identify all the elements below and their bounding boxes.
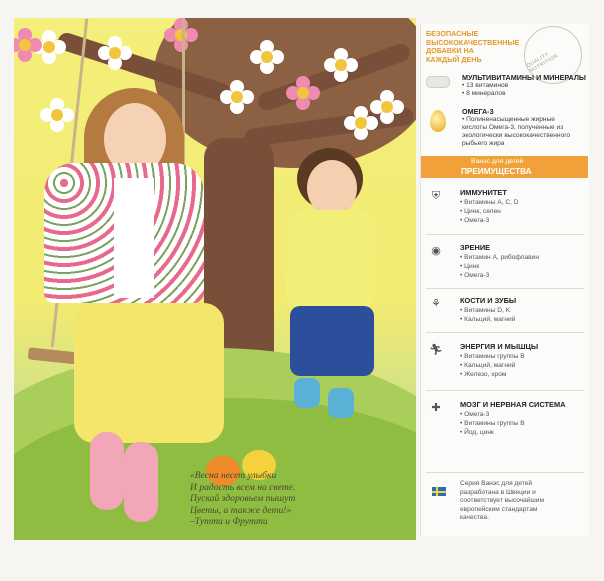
product-title: ОМЕГА-3 (462, 107, 494, 116)
benefit-item: • Витамины A, C, D (460, 198, 519, 207)
girl-shoe (90, 432, 124, 510)
brand-title-line: ДОБАВКИ НА (426, 46, 474, 56)
runner-icon: 🏃︎ (429, 344, 443, 356)
benefit-item: • Кальций, магний (460, 361, 525, 370)
benefit-item: • Цинк (460, 262, 539, 271)
boy-pants (290, 306, 374, 376)
boy-face (307, 160, 357, 216)
flower-icon (220, 80, 254, 114)
girl-shirt (114, 178, 154, 298)
sweden-line: качества. (460, 514, 489, 522)
benefit-item: • Витамины группы B (460, 352, 525, 361)
product-line: • Полиненасыщенные жирные (462, 116, 555, 123)
divider (426, 234, 584, 235)
benefit-item: • Омега-3 (460, 410, 525, 419)
sweden-line: разработана в Швеции и (460, 488, 536, 496)
eye-icon: ◉ (431, 245, 441, 257)
product-line: • 13 витаминов (462, 82, 509, 89)
benefit-item: • Витамины группы B (460, 419, 525, 428)
flower-icon (98, 36, 132, 70)
benefit-title: ИММУНИТЕТ (460, 188, 507, 197)
brain-icon: ✚ (431, 402, 441, 414)
sweden-line: соответствует высочайшим (460, 497, 545, 505)
product-line: кислоты Омега-3, полученные из (462, 124, 564, 131)
boy-shirt (286, 210, 376, 310)
boy-shoe (294, 378, 320, 408)
product-title: МУЛЬТИВИТАМИНЫ И МИНЕРАЛЫ (462, 73, 586, 82)
product-line: • 8 минералов (462, 90, 506, 97)
brand-title-line: БЕЗОПАСНЫЕ (426, 29, 479, 38)
spring-illustration (14, 18, 416, 540)
sweden-line: европейским стандартам (460, 505, 538, 513)
benefit-item: • Кальций, магний (460, 315, 515, 324)
flower-icon (40, 98, 74, 132)
benefit-title: КОСТИ И ЗУБЫ (460, 296, 517, 305)
info-panel (420, 24, 589, 536)
benefit-title: МОЗГ И НЕРВНАЯ СИСТЕМА (460, 400, 566, 409)
sweden-note (460, 480, 580, 523)
flower-icon (324, 48, 358, 82)
divider (426, 390, 584, 391)
sweden-line: Серия Ванэс для детей (460, 480, 533, 487)
poem-line: И радость всем на свете. (190, 481, 296, 493)
product-line: экологически высококачественного (462, 132, 571, 139)
pill-icon (426, 76, 450, 88)
flower-icon (286, 76, 320, 110)
benefit-item: • Железо, хром (460, 370, 525, 379)
benefit-item: • Омега-3 (460, 216, 519, 225)
benefits-subtitle: Ванэс для детей (471, 158, 524, 165)
girl-shoe (124, 442, 158, 522)
sweden-flag-icon (432, 487, 446, 496)
brand-title-line: ВЫСОКОКАЧЕСТВЕННЫЕ (426, 37, 520, 47)
benefit-item: • Йод, цинк (460, 428, 525, 437)
benefit-title: ЗРЕНИЕ (460, 243, 491, 252)
benefit-title: ЭНЕРГИЯ И МЫШЦЫ (460, 342, 539, 351)
flower-icon (370, 90, 404, 124)
brand-title-line: КАЖДЫЙ ДЕНЬ (426, 54, 482, 64)
poem-signature: –Тутти и Фрутти (190, 516, 268, 528)
tooth-icon: ⚘ (431, 298, 441, 310)
poem-line: Пускай здоровьем пышут (190, 493, 296, 505)
poem (190, 470, 400, 528)
poem-line: «Весна несет улыбки (190, 470, 277, 481)
seal-text: QUALITY NUTRITION (525, 51, 560, 75)
oil-drop-icon (430, 110, 446, 132)
flower-icon (164, 18, 198, 52)
boy-shoe (328, 388, 354, 418)
benefit-item: • Витамин A, рибофлавин (460, 253, 539, 262)
flower-icon (14, 28, 42, 62)
divider (426, 288, 584, 289)
benefits-band (421, 156, 588, 178)
product-omega3 (462, 108, 570, 148)
divider (426, 332, 584, 333)
divider (426, 472, 584, 473)
brand-title (426, 30, 526, 64)
girl-pants (74, 303, 224, 443)
shield-icon: ⛨ (431, 190, 441, 202)
benefit-item: • Витамины D, K (460, 306, 515, 315)
poem-line: Цветы, а также дети!» (190, 504, 292, 516)
benefit-item: • Омега-3 (460, 271, 539, 280)
product-multivitamin (462, 74, 586, 98)
product-line: рыбьего жира (462, 140, 505, 147)
benefit-item: • Цинк, селен (460, 207, 519, 216)
flower-icon (250, 40, 284, 74)
benefits-title: ПРЕИМУЩЕСТВА (461, 167, 532, 176)
